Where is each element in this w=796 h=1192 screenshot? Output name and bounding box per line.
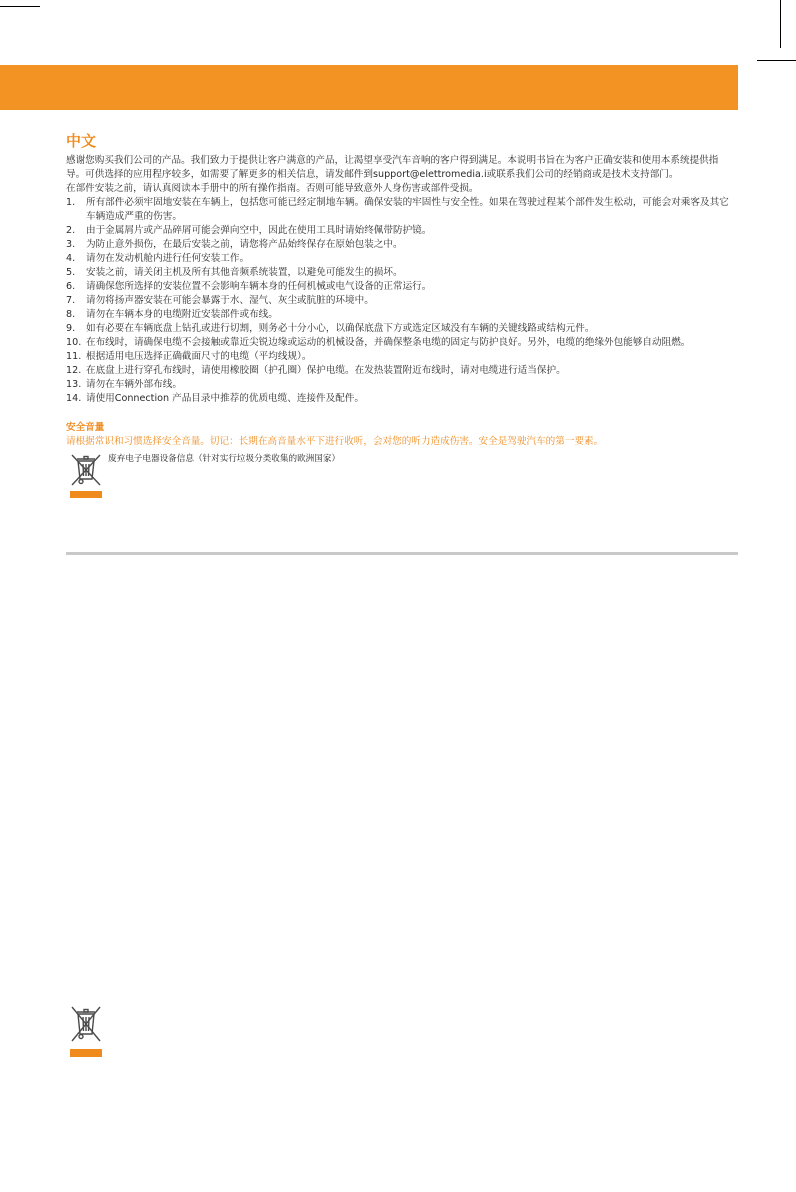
item-number: 14. <box>66 393 82 404</box>
intro-paragraph: 感谢您购买我们公司的产品。我们致力于提供让客户满意的产品，让渴望享受汽车音响的客户得到满足。本说明书旨在为客户正确安装和使用本系统提供指导。可供选择的应用程序较多，如需要了解更多的相关信息，请发邮件到support@elettromedia.i或联系我们公司的经销商或是技术支持部门。 <box>66 155 719 180</box>
item-text: 由于金属屑片或产品碎屑可能会弹向空中，因此在使用工具时请始终佩带防护镜。 <box>86 225 432 236</box>
list-item <box>66 238 730 252</box>
item-number: 11. <box>66 351 82 362</box>
item-text: 请使用Connection 产品目录中推荐的优质电缆、连接件及配件。 <box>86 393 364 404</box>
item-text: 如有必要在车辆底盘上钻孔或进行切割，则务必十分小心，以确保底盘下方或选定区域没有车辆的关键线路或结构元件。 <box>86 323 595 334</box>
list-item <box>66 322 730 336</box>
crop-mark-top-right-horizontal <box>757 60 796 61</box>
item-number: 12. <box>66 365 82 376</box>
weee-caption: 废弃电子电器设备信息（针对实行垃圾分类收集的欧洲国家） <box>108 454 341 464</box>
list-item <box>66 336 730 350</box>
crossed-out-wheelie-bin-icon <box>66 451 106 501</box>
list-item <box>66 224 730 238</box>
list-item <box>66 252 730 266</box>
weee-notice <box>66 451 730 503</box>
section-divider <box>66 552 738 555</box>
item-number: 6. <box>66 281 76 292</box>
list-item <box>66 294 730 308</box>
list-item <box>66 350 730 364</box>
list-item <box>66 364 730 378</box>
crop-mark-top-left <box>0 6 40 7</box>
item-number: 10. <box>66 337 82 348</box>
item-text: 所有部件必须牢固地安装在车辆上，包括您可能已经定制地车辆。确保安装的牢固性与安全性。如果在驾驶过程某个部件发生松动，可能会对乘客及其它车辆造成严重的伤害。 <box>86 197 729 222</box>
safety-volume-text: 请根据常识和习惯选择安全音量。切记：长期在高音量水平下进行收听，会对您的听力造成伤害。安全是驾驶汽车的第一要素。 <box>66 436 604 447</box>
item-number: 4. <box>66 253 76 264</box>
instruction-list <box>66 196 730 406</box>
list-item <box>66 392 730 406</box>
list-item <box>66 280 730 294</box>
item-number: 2. <box>66 225 76 236</box>
orange-header-banner <box>0 65 738 110</box>
item-number: 13. <box>66 379 82 390</box>
list-item <box>66 308 730 322</box>
item-text: 请确保您所选择的安装位置不会影响车辆本身的任何机械或电气设备的正常运行。 <box>86 281 432 292</box>
crossed-out-wheelie-bin-icon <box>66 1003 106 1059</box>
warning-paragraph: 在部件安装之前，请认真阅读本手册中的所有操作指南。否则可能导致意外人身伤害或部件受损。 <box>66 183 479 194</box>
safety-volume-title: 安全音量 <box>66 422 105 433</box>
item-text: 安装之前，请关闭主机及所有其他音频系统装置，以避免可能发生的损坏。 <box>86 267 403 278</box>
manual-section-chinese <box>66 131 730 503</box>
item-text: 请勿在发动机舱内进行任何安装工作。 <box>86 253 250 264</box>
item-number: 9. <box>66 323 76 334</box>
item-text: 在底盘上进行穿孔布线时，请使用橡胶圈（护孔圈）保护电缆。在发热装置附近布线时，请对电缆进行适当保护。 <box>86 365 566 376</box>
list-item <box>66 378 730 392</box>
item-number: 5. <box>66 267 76 278</box>
item-number: 1. <box>66 197 76 208</box>
language-heading: 中文 <box>66 132 97 150</box>
list-item <box>66 196 730 224</box>
list-item <box>66 266 730 280</box>
item-number: 8. <box>66 309 76 320</box>
item-text: 请勿在车辆本身的电缆附近安装部件或布线。 <box>86 309 278 320</box>
item-text: 根据适用电压选择正确截面尺寸的电缆（平均线规）。 <box>86 351 312 362</box>
item-text: 请勿将扬声器安装在可能会暴露于水、湿气、灰尘或肮脏的环境中。 <box>86 295 374 306</box>
item-text: 为防止意外损伤，在最后安装之前，请您将产品始终保存在原始包装之中。 <box>86 239 403 250</box>
item-text: 请勿在车辆外部布线。 <box>86 379 182 390</box>
item-number: 3. <box>66 239 76 250</box>
crop-mark-top-right-vertical <box>780 0 781 48</box>
item-number: 7. <box>66 295 76 306</box>
item-text: 在布线时，请确保电缆不会接触或靠近尖锐边缘或运动的机械设备，并确保整条电缆的固定与防护良好。另外，电缆的绝缘外包能够自动阻燃。 <box>86 337 691 348</box>
